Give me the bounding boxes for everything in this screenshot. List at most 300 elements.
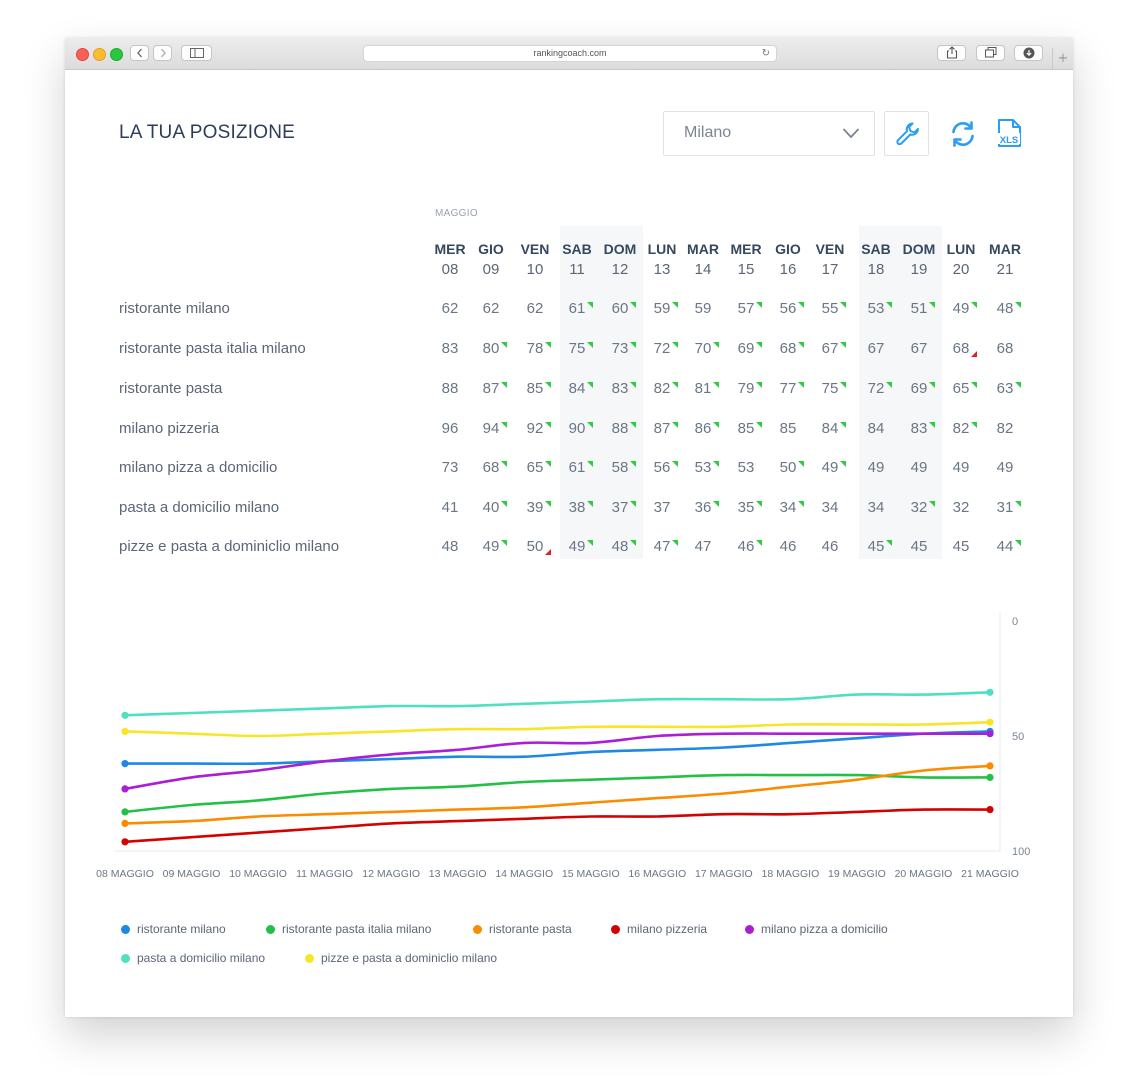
trend-up-icon	[713, 382, 719, 388]
rank-value: 48	[611, 538, 629, 555]
legend-item[interactable]	[121, 951, 265, 965]
x-tick-label: 09 MAGGIO	[162, 868, 221, 880]
rank-cell	[856, 340, 896, 357]
rank-cell	[810, 538, 850, 555]
rank-value: 67	[910, 340, 928, 357]
rank-value: 88	[611, 420, 629, 437]
trend-up-icon	[587, 302, 593, 308]
rank-cell	[642, 300, 682, 317]
rank-cell	[557, 380, 597, 397]
day-number-header: 20	[952, 261, 970, 278]
trend-up-icon	[501, 501, 507, 507]
zoom-window-button[interactable]	[110, 48, 123, 61]
close-window-button[interactable]	[76, 48, 89, 61]
x-tick-label: 08 MAGGIO	[96, 868, 154, 880]
trend-up-icon	[501, 422, 507, 428]
rank-value: 45	[952, 538, 970, 555]
legend-label: milano pizzeria	[627, 922, 708, 936]
trend-up-icon	[713, 501, 719, 507]
rank-cell	[471, 538, 511, 555]
rank-value: 61	[568, 459, 586, 476]
rank-value: 85	[779, 420, 797, 437]
trend-up-icon	[672, 382, 678, 388]
tabs-button[interactable]	[976, 45, 1005, 61]
trend-up-icon	[798, 501, 804, 507]
series-point	[986, 762, 993, 769]
rank-value: 77	[779, 380, 797, 397]
rank-value: 48	[996, 300, 1014, 317]
rank-cell	[768, 538, 808, 555]
export-xls-button[interactable]	[995, 118, 1023, 153]
minimize-window-button[interactable]	[93, 48, 106, 61]
rank-cell	[985, 340, 1025, 357]
rank-cell	[600, 340, 640, 357]
rank-value: 44	[996, 538, 1014, 555]
trend-up-icon	[587, 461, 593, 467]
rank-cell	[768, 340, 808, 357]
rank-cell	[941, 380, 981, 397]
rank-value: 37	[611, 499, 629, 516]
day-name-header: VEN	[815, 241, 845, 257]
rank-cell	[726, 300, 766, 317]
rank-cell	[515, 340, 555, 357]
rank-cell	[600, 459, 640, 476]
rank-cell	[683, 459, 723, 476]
series-point	[121, 838, 128, 845]
trend-up-icon	[545, 422, 551, 428]
trend-up-icon	[672, 461, 678, 467]
rank-cell	[856, 459, 896, 476]
rank-cell	[899, 300, 939, 317]
rank-cell	[471, 420, 511, 437]
trend-up-icon	[886, 382, 892, 388]
rank-cell	[810, 300, 850, 317]
rank-value: 86	[694, 420, 712, 437]
rank-cell	[515, 459, 555, 476]
x-tick-label: 19 MAGGIO	[828, 868, 886, 880]
keyword-label: ristorante milano	[119, 300, 230, 317]
rank-cell	[726, 538, 766, 555]
trend-up-icon	[798, 302, 804, 308]
forward-button[interactable]	[153, 45, 172, 61]
series-point	[986, 774, 993, 781]
rank-cell	[899, 459, 939, 476]
x-tick-label: 17 MAGGIO	[694, 868, 753, 880]
rank-cell	[600, 499, 640, 516]
xls-icon	[995, 118, 1023, 148]
rank-value: 75	[568, 340, 586, 357]
day-number-header: 12	[611, 261, 629, 278]
legend-item[interactable]	[473, 922, 572, 936]
rank-cell	[683, 538, 723, 555]
rank-value: 50	[526, 538, 544, 555]
rank-value: 68	[482, 459, 500, 476]
rank-value: 92	[526, 420, 544, 437]
rank-cell	[683, 499, 723, 516]
rank-value: 58	[611, 459, 629, 476]
rank-value: 69	[910, 380, 928, 397]
trend-up-icon	[756, 302, 762, 308]
x-tick-label: 13 MAGGIO	[428, 868, 487, 880]
rank-value: 49	[952, 459, 970, 476]
rank-value: 84	[568, 380, 586, 397]
trend-up-icon	[587, 540, 593, 546]
rank-cell	[642, 499, 682, 516]
location-select-value: Milano	[684, 124, 732, 141]
rank-value: 55	[821, 300, 839, 317]
legend-dot-icon	[121, 925, 130, 934]
trend-up-icon	[840, 302, 846, 308]
rank-value: 81	[694, 380, 712, 397]
rank-cell	[642, 380, 682, 397]
rank-value: 49	[821, 459, 839, 476]
trend-up-icon	[672, 302, 678, 308]
trend-up-icon	[501, 540, 507, 546]
rank-value: 48	[441, 538, 459, 555]
trend-up-icon	[545, 501, 551, 507]
rank-cell	[642, 420, 682, 437]
y-tick-label: 0	[1012, 616, 1019, 628]
rank-cell	[430, 420, 470, 437]
rank-cell	[810, 459, 850, 476]
rank-cell	[768, 420, 808, 437]
rank-cell	[985, 420, 1025, 437]
day-name-header: LUN	[946, 241, 976, 257]
trend-up-icon	[756, 422, 762, 428]
rank-cell	[941, 499, 981, 516]
trend-up-icon	[971, 382, 977, 388]
series-point	[986, 689, 993, 696]
trend-up-icon	[501, 461, 507, 467]
x-tick-label: 16 MAGGIO	[628, 868, 687, 880]
rank-value: 53	[694, 459, 712, 476]
rank-value: 32	[952, 499, 970, 516]
trend-up-icon	[840, 382, 846, 388]
reload-icon[interactable]: ↻	[761, 48, 770, 59]
page-title: LA TUA POSIZIONE	[119, 122, 296, 143]
rank-cell	[726, 459, 766, 476]
rank-value: 63	[996, 380, 1014, 397]
day-name-header: VEN	[520, 241, 550, 257]
legend-label: ristorante pasta italia milano	[282, 922, 432, 936]
legend-item[interactable]	[745, 922, 888, 936]
legend-label: pasta a domicilio milano	[137, 951, 266, 965]
trend-up-icon	[971, 422, 977, 428]
rank-cell	[683, 380, 723, 397]
rank-value: 49	[952, 300, 970, 317]
trend-up-icon	[929, 422, 935, 428]
rank-value: 41	[441, 499, 459, 516]
series-point	[121, 785, 128, 792]
rank-value: 82	[996, 420, 1014, 437]
x-tick-label: 21 MAGGIO	[961, 868, 1019, 880]
rank-value: 49	[568, 538, 586, 555]
day-number-header: 08	[441, 261, 459, 278]
rank-value: 78	[526, 340, 544, 357]
x-tick-label: 20 MAGGIO	[894, 868, 953, 880]
trend-up-icon	[886, 540, 892, 546]
day-number-header: 13	[653, 261, 671, 278]
rank-cell	[430, 300, 470, 317]
y-tick-label: 50	[1012, 731, 1025, 743]
downloads-button[interactable]	[1014, 45, 1043, 61]
share-button[interactable]	[937, 45, 966, 61]
rank-cell	[683, 420, 723, 437]
trend-up-icon	[840, 422, 846, 428]
tabs-overview-icon	[985, 47, 997, 58]
rank-value: 60	[611, 300, 629, 317]
rank-cell	[430, 538, 470, 555]
rank-value: 65	[952, 380, 970, 397]
day-number-header: 16	[779, 261, 797, 278]
trend-down-icon	[545, 549, 551, 555]
trend-up-icon	[672, 342, 678, 348]
trend-up-icon	[840, 461, 846, 467]
rank-cell	[430, 459, 470, 476]
rank-value: 80	[482, 340, 500, 357]
legend-label: ristorante pasta	[489, 922, 572, 936]
rank-cell	[899, 538, 939, 555]
trend-up-icon	[672, 422, 678, 428]
trend-up-icon	[501, 382, 507, 388]
legend-label: ristorante milano	[137, 922, 226, 936]
rank-cell	[856, 300, 896, 317]
rank-value: 53	[737, 459, 755, 476]
series-point	[986, 719, 993, 726]
trend-up-icon	[713, 461, 719, 467]
x-tick-label: 14 MAGGIO	[495, 868, 554, 880]
chevron-left-icon	[135, 47, 145, 59]
day-name-header: SAB	[861, 241, 891, 257]
rank-value: 73	[441, 459, 459, 476]
trend-down-icon	[971, 351, 977, 357]
trend-up-icon	[756, 342, 762, 348]
trend-up-icon	[630, 302, 636, 308]
x-tick-label: 11 MAGGIO	[296, 868, 354, 880]
trend-up-icon	[545, 461, 551, 467]
legend-item[interactable]	[305, 951, 497, 965]
rank-cell	[557, 340, 597, 357]
trend-up-icon	[587, 382, 593, 388]
settings-button[interactable]	[884, 111, 929, 156]
day-name-header: MAR	[989, 241, 1021, 257]
legend-dot-icon	[473, 925, 482, 934]
legend-label: pizze e pasta a dominiclio milano	[321, 951, 498, 965]
keyword-label: milano pizzeria	[119, 420, 220, 437]
trend-up-icon	[672, 540, 678, 546]
sidebar-icon	[190, 48, 204, 58]
rank-cell	[600, 420, 640, 437]
rank-cell	[430, 340, 470, 357]
ranking-chart	[96, 613, 1050, 923]
rank-value: 83	[441, 340, 459, 357]
rank-cell	[726, 340, 766, 357]
rank-value: 79	[737, 380, 755, 397]
day-name-header: GIO	[478, 241, 504, 257]
rank-cell	[768, 459, 808, 476]
rank-value: 47	[694, 538, 712, 555]
rank-value: 51	[910, 300, 928, 317]
rank-value: 84	[867, 420, 885, 437]
rank-cell	[515, 380, 555, 397]
rank-cell	[471, 459, 511, 476]
trend-up-icon	[1015, 302, 1021, 308]
legend-dot-icon	[121, 954, 130, 963]
keyword-label: ristorante pasta italia milano	[119, 340, 306, 357]
rank-value: 84	[821, 420, 839, 437]
rank-value: 50	[779, 459, 797, 476]
rank-cell	[941, 459, 981, 476]
day-number-header: 09	[482, 261, 500, 278]
rank-cell	[941, 300, 981, 317]
location-select[interactable]	[663, 111, 875, 156]
keyword-label: milano pizza a domicilio	[119, 459, 278, 476]
rank-value: 68	[996, 340, 1014, 357]
refresh-button[interactable]	[949, 120, 977, 153]
rank-value: 67	[821, 340, 839, 357]
xls-label: XLS	[999, 135, 1019, 146]
series-point	[121, 808, 128, 815]
x-tick-label: 18 MAGGIO	[761, 868, 820, 880]
rank-cell	[985, 300, 1025, 317]
trend-up-icon	[545, 342, 551, 348]
rank-value: 94	[482, 420, 500, 437]
url-text: rankingcoach.com	[533, 48, 607, 58]
day-name-header: GIO	[775, 241, 801, 257]
day-number-header: 14	[694, 261, 712, 278]
rank-cell	[941, 420, 981, 437]
series-line	[125, 809, 990, 841]
rank-value: 45	[867, 538, 885, 555]
rank-value: 46	[779, 538, 797, 555]
rank-cell	[557, 300, 597, 317]
day-name-header: MER	[730, 241, 762, 257]
trend-up-icon	[929, 382, 935, 388]
rank-value: 62	[482, 300, 500, 317]
rank-value: 67	[867, 340, 885, 357]
trend-up-icon	[1015, 382, 1021, 388]
rank-value: 87	[653, 420, 671, 437]
keyword-label: ristorante pasta	[119, 380, 223, 397]
trend-up-icon	[1015, 540, 1021, 546]
legend-dot-icon	[266, 925, 275, 934]
rank-value: 36	[694, 499, 712, 516]
series-point	[121, 760, 128, 767]
rank-value: 34	[779, 499, 797, 516]
trend-up-icon	[713, 422, 719, 428]
rank-cell	[471, 380, 511, 397]
rank-cell	[515, 300, 555, 317]
share-icon	[946, 46, 958, 59]
rank-value: 53	[867, 300, 885, 317]
trend-up-icon	[630, 342, 636, 348]
rank-cell	[726, 499, 766, 516]
rank-value: 34	[867, 499, 885, 516]
x-tick-label: 12 MAGGIO	[362, 868, 421, 880]
rank-value: 49	[996, 459, 1014, 476]
keyword-label: pasta a domicilio milano	[119, 499, 280, 516]
rank-cell	[810, 380, 850, 397]
trend-up-icon	[840, 342, 846, 348]
series-line	[125, 692, 990, 715]
back-button[interactable]	[130, 45, 149, 61]
rank-cell	[642, 459, 682, 476]
rank-cell	[600, 538, 640, 555]
y-tick-label: 100	[1012, 846, 1031, 858]
rank-value: 31	[996, 499, 1014, 516]
rank-value: 46	[821, 538, 839, 555]
rank-cell	[557, 459, 597, 476]
series-point	[121, 728, 128, 735]
rank-value: 46	[737, 538, 755, 555]
trend-up-icon	[929, 501, 935, 507]
rank-cell	[515, 538, 555, 555]
browser-toolbar	[65, 38, 1073, 70]
trend-up-icon	[756, 540, 762, 546]
trend-up-icon	[798, 382, 804, 388]
rank-cell	[726, 420, 766, 437]
trend-up-icon	[630, 540, 636, 546]
day-number-header: 18	[867, 261, 885, 278]
rank-value: 47	[653, 538, 671, 555]
new-tab-button[interactable]: +	[1052, 48, 1073, 69]
x-tick-label: 15 MAGGIO	[561, 868, 620, 880]
rank-value: 38	[568, 499, 586, 516]
rank-cell	[941, 538, 981, 555]
rank-cell	[471, 340, 511, 357]
trend-up-icon	[545, 382, 551, 388]
address-bar[interactable]	[363, 45, 777, 62]
rank-value: 70	[694, 340, 712, 357]
legend-item[interactable]	[121, 922, 226, 936]
legend-dot-icon	[305, 954, 314, 963]
legend-dot-icon	[611, 925, 620, 934]
rank-value: 87	[482, 380, 500, 397]
rank-cell	[557, 538, 597, 555]
rank-cell	[768, 499, 808, 516]
day-number-header: 21	[996, 261, 1014, 278]
rank-value: 68	[779, 340, 797, 357]
rank-cell	[810, 499, 850, 516]
day-name-header: MER	[434, 241, 466, 257]
keyword-label: pizze e pasta a dominiclio milano	[119, 538, 340, 555]
rank-cell	[557, 420, 597, 437]
legend-item[interactable]	[266, 922, 431, 936]
rank-value: 35	[737, 499, 755, 516]
day-name-header: SAB	[562, 241, 592, 257]
rank-value: 56	[653, 459, 671, 476]
refresh-icon	[949, 120, 977, 148]
day-name-header: LUN	[647, 241, 677, 257]
rank-cell	[899, 499, 939, 516]
day-number-header: 10	[526, 261, 544, 278]
legend-label: milano pizza a domicilio	[761, 922, 888, 936]
month-label: MAGGIO	[435, 208, 478, 219]
wrench-icon	[895, 121, 921, 147]
series-point	[121, 712, 128, 719]
rank-value: 49	[482, 538, 500, 555]
sidebar-button[interactable]	[181, 45, 212, 61]
trend-up-icon	[929, 302, 935, 308]
rank-cell	[515, 420, 555, 437]
rank-value: 72	[653, 340, 671, 357]
trend-up-icon	[630, 501, 636, 507]
legend-item[interactable]	[611, 922, 707, 936]
day-number-header: 15	[737, 261, 755, 278]
rank-value: 49	[867, 459, 885, 476]
trend-up-icon	[1015, 501, 1021, 507]
x-tick-label: 10 MAGGIO	[229, 868, 287, 880]
